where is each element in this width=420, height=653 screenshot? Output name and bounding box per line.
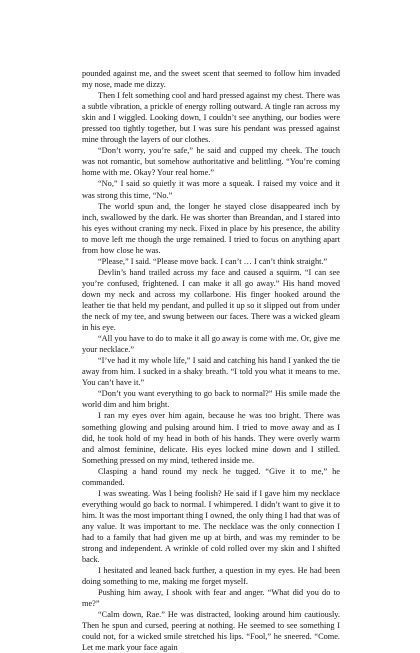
paragraph-12: Clasping a hand round my neck he tugged. “Give it to me,” he commanded. [82, 466, 340, 487]
paragraph-16: “Calm down, Rae.” He was distracted, looking around him cautiously. Then he spun and cursed, peering at nothing. He seemed to see something I could not, for a wicked smile stretched his lips. “Fool,” he sneered. “Come. Let me mark your face again [82, 610, 340, 653]
paragraph-15: Pushing him away, I shook with fear and anger. “What did you do to me?” [82, 588, 340, 609]
paragraph-14: I hesitated and leaned back further, a question in my eyes. He had been doing something to me, making me forget myself. [82, 566, 340, 587]
paragraph-7: Devlin’s hand trailed across my face and caused a squirm. “I can see you’re confused, frightened. I can make it all go away.” His hand moved down my neck and across my collarbone. His finger hooked around the leather tie that held my pendant, and pulled it up so it slipped out from under the neck of my tee, and swung between our faces. There was a wicked gleam in his eye. [82, 267, 340, 333]
paragraph-2: Then I felt something cool and hard pressed against my chest. There was a subtle vibration, a prickle of energy rolling outward. A tingle ran across my skin and I wiggled. Looking down, I couldn’t see anything, our bodies were pressed too tightly together, but I was sure his pendant was pressed against mine through the layers of our clothes. [82, 91, 340, 145]
paragraph-13: I was sweating. Was I being foolish? He said if I gave him my necklace everything would go back to normal. I whimpered. I didn’t want to give it to him. It was the most important thing I owned, the only thing I had that was of any value. It was important to me. The necklace was the only connection I had to a family that had given me up at birth, and was my reminder to be strong and independent. A wrinkle of cold rolled over my skin and I shifted back. [82, 488, 340, 565]
paragraph-6: “Please,” I said. “Please move back. I can’t … I can’t think straight.” [98, 256, 328, 266]
paragraph-11: I ran my eyes over him again, because he was too bright. There was something glowing and pulsing around him. I tried to move away and as I did, he took hold of my head in both of his hands. They were overly warm and almost feminine, delicate. His eyes locked mine down and I stilled. Something pressed on my mind, tethered inside me. [82, 411, 340, 465]
paragraph-5: The world spun and, the longer he stayed close disappeared inch by inch, swallowed by the dark. He was shorter than Breandan, and I stared into his eyes without craning my neck. Fixed in place by his presence, the ability to move left me though the urge remained. I tried to focus on anything apart from how close he was. [82, 201, 340, 255]
body-text [82, 68, 340, 653]
paragraph-8: “All you have to do to make it all go away is come with me. Or, give me your necklace.” [82, 334, 340, 355]
paragraph-4: “No,” I said so quietly it was more a squeak. I raised my voice and it was strong this time, “No.” [82, 179, 340, 200]
paragraph-1: pounded against me, and the sweet scent that seemed to follow him invaded my nose, made me dizzy. [82, 69, 340, 90]
paragraph-3: “Don’t worry, you’re safe,” he said and cupped my cheek. The touch was not romantic, but somehow authoritative and belittling. “You’re coming home with me. Okay? Your real home.” [82, 146, 340, 178]
paragraph-10: “Don’t you want everything to go back to normal?” His smile made the world dim and him bright. [82, 389, 340, 410]
paragraph-9: “I’ve had it my whole life,” I said and catching his hand I yanked the tie away from him. I sucked in a shaky breath. “I told you what it means to me. You can’t have it.” [82, 356, 340, 388]
